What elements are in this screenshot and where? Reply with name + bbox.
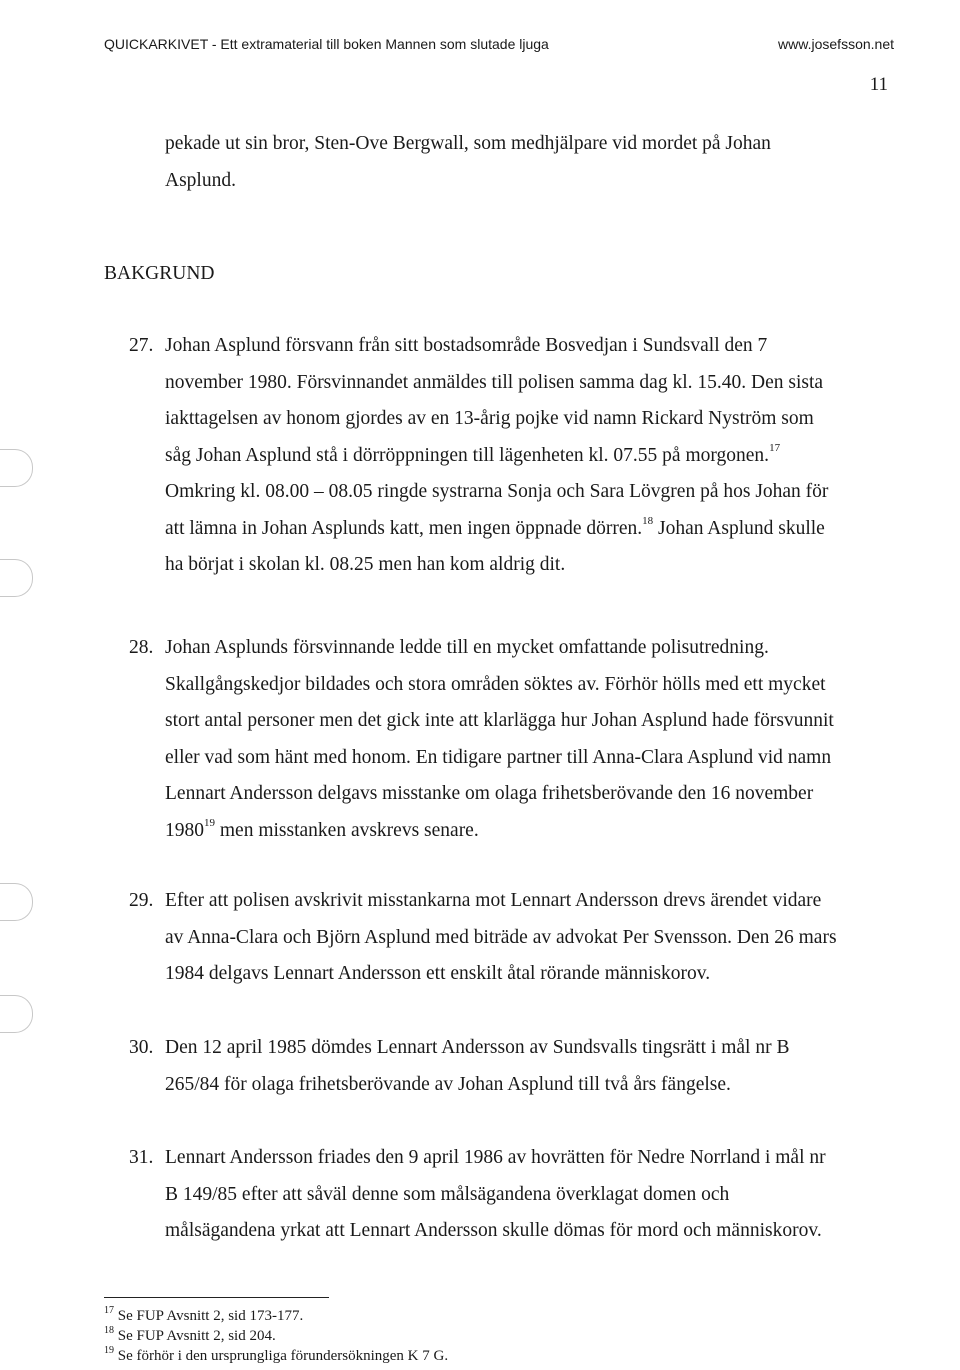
page-number: 11 — [869, 74, 888, 95]
paragraph-line: november 1980. Försvinnandet anmäldes till polisen samma dag kl. 15.40. Den sista — [165, 371, 824, 393]
paragraph-line: Lennart Andersson friades den 9 april 1986 av hovrätten för Nedre Norrland i mål nr — [165, 1147, 826, 1168]
line-text: men misstanken avskrevs senare. — [219, 819, 479, 841]
footnote-number: 19 — [104, 1345, 114, 1356]
footnote-number: 17 — [104, 1305, 114, 1316]
footnote-ref: 19 — [204, 817, 215, 829]
paragraph-line: Johan Asplunds försvinnande ledde till en mycket omfattande polisutredning. — [165, 637, 769, 658]
paragraph-line: Skallgångskedjor bildades och stora områden söktes av. Förhör hölls med ett mycket — [165, 673, 826, 695]
intro-line: pekade ut sin bror, Sten-Ove Bergwall, som medhjälpare vid mordet på Johan — [165, 133, 771, 154]
footnote-text: Se FUP Avsnitt 2, sid 204. — [117, 1328, 276, 1344]
footnote-divider — [104, 1297, 329, 1298]
line-text: 1980 — [165, 819, 204, 841]
footnote — [104, 1326, 448, 1346]
footnote — [104, 1306, 448, 1326]
footnote-ref: 17 — [769, 442, 781, 454]
paragraph-line: målsägandena yrkat att Lennart Andersson skulle dömas för mord och människorov. — [165, 1220, 822, 1241]
paragraph-line: ha börjat i skolan kl. 08.25 men han kom aldrig dit. — [165, 554, 566, 575]
section-heading: BAKGRUND — [104, 263, 215, 284]
line-text: Johan Asplund skulle — [658, 517, 825, 539]
footnote-number: 18 — [104, 1325, 114, 1336]
binder-hole — [0, 449, 33, 487]
paragraph-number: 30. — [129, 1037, 154, 1058]
paragraph-line: 265/84 för olaga frihetsberövande av Johan Asplund till två års fängelse. — [165, 1073, 731, 1095]
paragraph-line: B 149/85 efter att såväl denne som målsägandena överklagat domen och — [165, 1183, 730, 1205]
header-url: www.josefsson.net — [778, 36, 894, 52]
paragraph-number: 29. — [129, 890, 154, 911]
line-text: såg Johan Asplund stå i dörröppningen till lägenheten kl. 07.55 på morgonen. — [165, 444, 770, 466]
paragraph-line: Efter att polisen avskrivit misstankarna mot Lennart Andersson drevs ärendet vidare — [165, 890, 822, 911]
binder-hole — [0, 995, 33, 1033]
paragraph-line — [165, 438, 900, 475]
footnotes — [104, 1306, 448, 1366]
paragraph-line: Den 12 april 1985 dömdes Lennart Andersson av Sundsvalls tingsrätt i mål nr B — [165, 1037, 790, 1058]
paragraph-number: 27. — [129, 335, 154, 356]
paragraph-number: 31. — [129, 1147, 154, 1168]
binder-hole — [0, 883, 33, 921]
paragraph-line: 1984 delgavs Lennart Andersson ett enskilt åtal rörande människorov. — [165, 963, 711, 984]
header-title: QUICKARKIVET - Ett extramaterial till boken Mannen som slutade ljuga — [104, 36, 549, 52]
footnote-ref: 18 — [642, 515, 654, 527]
line-text: att lämna in Johan Asplunds katt, men ingen öppnade dörren. — [165, 517, 643, 539]
intro-line: Asplund. — [165, 169, 236, 191]
paragraph-line: Johan Asplund försvann från sitt bostadsområde Bosvedjan i Sundsvall den 7 — [165, 335, 768, 356]
page-header — [104, 36, 894, 56]
paragraph-line: iakttagelsen av honom gjordes av en 13-årig pojke vid namn Rickard Nyström som — [165, 408, 814, 429]
paragraph-line — [165, 511, 900, 548]
footnote-text: Se FUP Avsnitt 2, sid 173-177. — [117, 1308, 304, 1324]
footnote — [104, 1346, 448, 1366]
footnote-text: Se förhör i den ursprungliga förundersökningen K 7 G. — [117, 1348, 449, 1364]
binder-hole — [0, 559, 33, 597]
paragraph-number: 28. — [129, 637, 154, 658]
paragraph-line: eller vad som hänt med honom. En tidigare partner till Anna-Clara Asplund vid namn — [165, 746, 832, 768]
paragraph-line: stort antal personer men det gick inte att klarlägga hur Johan Asplund hade försvunnit — [165, 710, 834, 731]
paragraph-line: av Anna-Clara och Björn Asplund med biträde av advokat Per Svensson. Den 26 mars — [165, 926, 837, 948]
paragraph-line: Omkring kl. 08.00 – 08.05 ringde systrarna Sonja och Sara Lövgren på hos Johan för — [165, 481, 829, 502]
paragraph-line: Lennart Andersson delgavs misstanke om olaga frihetsberövande den 16 november — [165, 783, 814, 804]
paragraph-line — [165, 813, 900, 850]
